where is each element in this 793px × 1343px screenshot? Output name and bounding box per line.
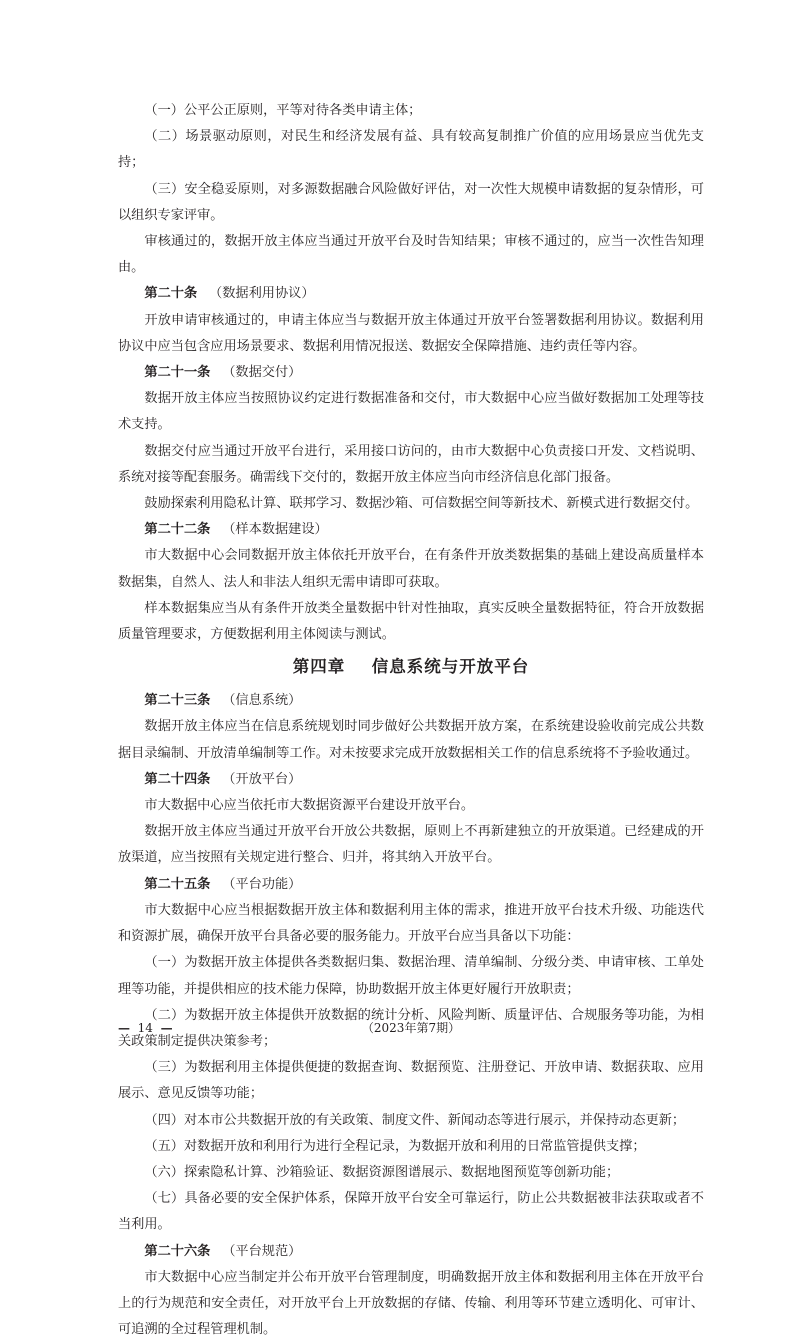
article-title: （数据交付） — [222, 365, 302, 381]
body-paragraph: （三）安全稳妥原则，对多源数据融合风险做好评估，对一次性大规模申请数据的复杂情形，可以组织专家评审。 — [118, 181, 704, 223]
body-paragraph: （二）场景驱动原则，对民生和经济发展有益、具有较高复制推广价值的应用场景应当优先支持； — [118, 129, 704, 171]
page-number-dash-right: — — [160, 1021, 173, 1035]
body-paragraph: （一）为数据开放主体提供各类数据归集、数据治理、清单编制、分级分类、申请审核、工单处理等功能，并提供相应的技术能力保障，协助数据开放主体更好履行开放职责； — [118, 955, 704, 997]
article-title: （平台功能） — [222, 876, 302, 892]
body-paragraph: 样本数据集应当从有条件开放类全量数据中针对性抽取，真实反映全量数据特征，符合开放数据质量管理要求，方便数据利用主体阅读与测试。 — [118, 600, 704, 643]
chapter-title: 信息系统与开放平台 — [371, 657, 530, 677]
body-paragraph: 数据开放主体应当在信息系统规划时同步做好公共数据开放方案，在系统建设验收前完成公共数据目录编制、开放清单编制等工作。对未按要求完成开放数据相关工作的信息系统将不予验收通过。 — [118, 719, 704, 761]
document-body — [118, 98, 704, 1343]
body-paragraph: （四）对本市公共数据开放的有关政策、制度文件、新闻动态等进行展示，并保持动态更新； — [144, 1112, 686, 1128]
body-paragraph: 审核通过的，数据开放主体应当通过开放平台及时告知结果；审核不通过的，应当一次性告知理由。 — [118, 234, 704, 276]
article-title: （信息系统） — [222, 693, 302, 709]
article-heading — [118, 360, 704, 386]
article-heading — [118, 767, 704, 793]
article-heading — [118, 281, 704, 307]
body-paragraph: 数据交付应当通过开放平台进行，采用接口访问的，由市大数据中心负责接口开发、文档说明、系统对接等配套服务。确需线下交付的，数据开放主体应当向市经济信息化部门报备。 — [118, 443, 704, 485]
article-number: 第二十六条 — [144, 1243, 211, 1259]
body-paragraph: （六）探索隐私计算、沙箱验证、数据资源图谱展示、数据地图预览等创新功能； — [144, 1164, 620, 1180]
body-paragraph: （七）具备必要的安全保护体系，保障开放平台安全可靠运行，防止公共数据被非法获取或者不当利用。 — [118, 1191, 704, 1233]
article-number: 第二十条 — [144, 286, 198, 302]
article-number: 第二十三条 — [144, 693, 211, 709]
body-paragraph: 数据开放主体应当通过开放平台开放公共数据，原则上不再新建独立的开放渠道。已经建成的开放渠道，应当按照有关规定进行整合、归并，将其纳入开放平台。 — [118, 824, 704, 866]
body-paragraph: 市大数据中心应当制定并公布开放平台管理制度，明确数据开放主体和数据利用主体在开放平台上的行为规范和安全责任，对开放平台上开放数据的存储、传输、利用等环节建立透明化、可审计、可追溯的全过程管理机制。 — [118, 1269, 704, 1338]
issue-label: （2023年第7期） — [361, 1021, 461, 1035]
body-paragraph: 市大数据中心会同数据开放主体依托开放平台，在有条件开放类数据集的基础上建设高质量样本数据集，自然人、法人和非法人组织无需申请即可获取。 — [118, 548, 704, 590]
page-number: 14 — [137, 1021, 153, 1035]
body-paragraph: 市大数据中心应当依托市大数据资源平台建设开放平台。 — [144, 798, 475, 814]
page-footer — [118, 1018, 704, 1038]
article-heading — [118, 688, 704, 714]
body-paragraph: （五）对数据开放和利用行为进行全程记录，为数据开放和利用的日常监管提供支撑； — [144, 1138, 646, 1154]
body-paragraph: 数据开放主体应当按照协议约定进行数据准备和交付，市大数据中心应当做好数据加工处理等技术支持。 — [118, 391, 704, 433]
article-number: 第二十五条 — [144, 876, 211, 892]
chapter-heading — [118, 652, 704, 682]
article-number: 第二十二条 — [144, 522, 211, 538]
body-paragraph: （一）公平公正原则，平等对待各类申请主体； — [144, 103, 422, 118]
article-title: （开放平台） — [222, 771, 302, 787]
body-paragraph: 鼓励探索利用隐私计算、联邦学习、数据沙箱、可信数据空间等新技术、新模式进行数据交付。 — [144, 496, 699, 512]
body-paragraph: 市大数据中心应当根据数据开放主体和数据利用主体的需求，推进开放平台技术升级、功能迭代和资源扩展，确保开放平台具备必要的服务能力。开放平台应当具备以下功能： — [118, 902, 704, 945]
article-heading — [118, 517, 704, 543]
article-heading — [118, 872, 704, 898]
article-number: 第二十四条 — [144, 771, 211, 787]
body-paragraph: （二）为数据开放主体提供开放数据的统计分析、风险判断、质量评估、合规服务等功能，为相关政策制定提供决策参考； — [118, 1007, 704, 1049]
chapter-number: 第四章 — [292, 657, 346, 677]
article-title: （平台规范） — [222, 1243, 302, 1259]
body-paragraph: （三）为数据利用主体提供便捷的数据查询、数据预览、注册登记、开放申请、数据获取、应用展示、意见反馈等功能； — [118, 1060, 704, 1102]
article-title: （样本数据建设） — [222, 522, 328, 538]
page-number-dash-left: — — [118, 1021, 130, 1035]
body-paragraph: 开放申请审核通过的，申请主体应当与数据开放主体通过开放平台签署数据利用协议。数据利用协议中应当包含应用场景要求、数据利用情况报送、数据安全保障措施、违约责任等内容。 — [118, 312, 704, 354]
article-title: （数据利用协议） — [209, 286, 315, 302]
article-number: 第二十一条 — [144, 365, 211, 381]
article-heading — [118, 1239, 704, 1265]
